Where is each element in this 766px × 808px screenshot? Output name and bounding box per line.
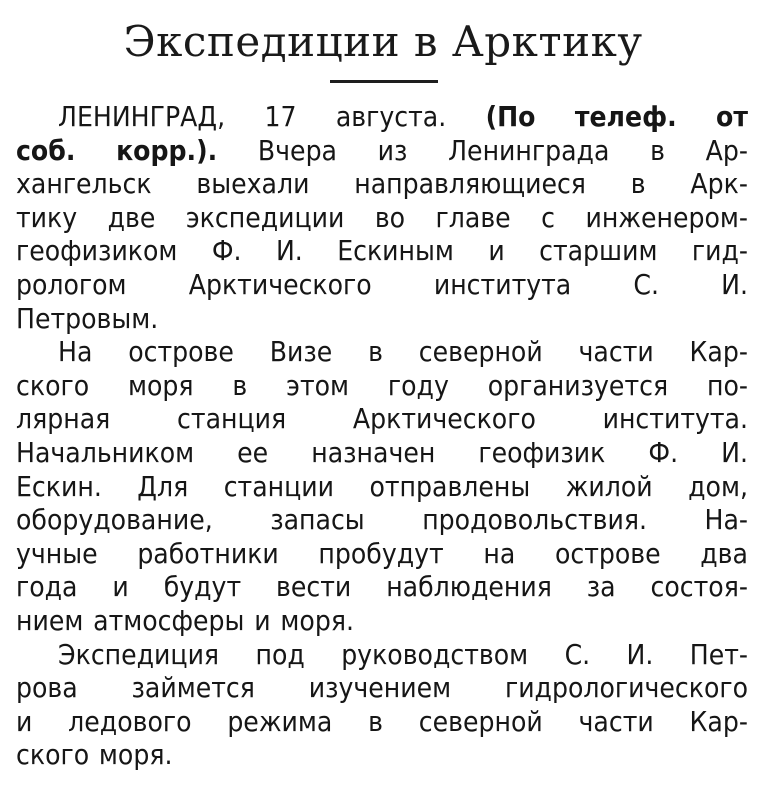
word: Ескин. <box>16 469 102 503</box>
word: займется <box>131 671 255 705</box>
word: института. <box>602 402 748 436</box>
word: ского <box>16 738 90 772</box>
word: экспедиции <box>185 200 345 234</box>
word: этом <box>286 368 350 402</box>
word: отправлены <box>369 469 531 503</box>
article-paragraph <box>0 638 766 772</box>
word: в <box>630 167 646 201</box>
word: И. <box>721 435 748 469</box>
word: направляющиеся <box>354 167 586 201</box>
word: геофизик <box>478 435 606 469</box>
word: 17 <box>264 100 297 133</box>
paragraph-line <box>0 570 766 604</box>
word: Арктического <box>188 267 372 301</box>
article-headline: Экспедиции в Арктику <box>123 17 643 66</box>
word: главе <box>435 200 511 234</box>
word: работники <box>137 536 279 570</box>
word: пробудут <box>318 536 444 570</box>
word: Экспедиция <box>58 637 220 671</box>
paragraph-line <box>0 100 766 134</box>
word: наблюдения <box>386 570 552 604</box>
word: Кар- <box>689 704 748 738</box>
paragraph-line <box>0 537 766 571</box>
word: инженером- <box>585 200 748 234</box>
word: организуется <box>487 368 669 402</box>
word: рова <box>16 671 78 705</box>
word: моря. <box>98 738 173 772</box>
word: Петровым. <box>16 301 159 335</box>
word: года <box>16 570 78 604</box>
paragraph-line <box>0 638 766 672</box>
word: станции <box>223 469 334 503</box>
word: в <box>368 704 383 738</box>
word: жилой <box>565 469 653 503</box>
word: режима <box>227 704 333 738</box>
word: в <box>650 133 665 167</box>
word: по- <box>706 368 748 402</box>
word: Кар- <box>689 335 748 369</box>
word: атмосферы <box>93 603 245 637</box>
word: части <box>578 704 654 738</box>
word: ледового <box>68 704 192 738</box>
word: и <box>16 704 33 738</box>
word: ее <box>237 435 269 469</box>
word: оборудование, <box>16 503 213 537</box>
word: в <box>232 368 248 402</box>
word: Ескиным <box>337 234 454 268</box>
word: нием <box>16 603 84 637</box>
word: И. <box>721 267 748 301</box>
word: Для <box>137 469 189 503</box>
word: северной <box>418 335 543 369</box>
word: году <box>387 368 449 402</box>
paragraph-line <box>0 234 766 268</box>
word: учные <box>16 536 98 570</box>
word: продовольствия. <box>422 503 647 537</box>
word: на <box>483 536 516 570</box>
word: дом, <box>688 469 748 503</box>
word: геофизиком <box>16 234 178 268</box>
word: из <box>377 133 408 167</box>
word: две <box>107 200 156 234</box>
word: Ленинграда <box>448 133 610 167</box>
word: моря <box>127 368 194 402</box>
word: под <box>255 637 305 671</box>
word: вести <box>276 570 352 604</box>
word: Ар- <box>705 133 748 167</box>
word: августа. <box>335 100 447 133</box>
word: будут <box>163 570 242 604</box>
paragraph-line <box>0 503 766 537</box>
word: соб. <box>16 133 76 167</box>
word: и <box>488 234 505 268</box>
word: и <box>254 603 271 637</box>
word: института <box>433 267 572 301</box>
paragraph-line <box>0 335 766 369</box>
paragraph-line <box>0 738 766 772</box>
word: корр.). <box>116 133 218 167</box>
word: изучением <box>308 671 452 705</box>
word: Вчера <box>257 133 337 167</box>
word: руководством <box>341 637 529 671</box>
word: Ф. <box>211 234 242 268</box>
word: Ф. <box>648 435 679 469</box>
word: старшим <box>539 234 658 268</box>
paragraph-line <box>0 302 766 336</box>
word: С. <box>633 267 659 301</box>
paragraph-line <box>0 402 766 436</box>
word: моря. <box>280 603 354 637</box>
word: Арк- <box>690 167 748 201</box>
word: запасы <box>270 503 365 537</box>
word: состоя- <box>650 570 748 604</box>
word: назначен <box>311 435 436 469</box>
word: хангельск <box>16 167 152 201</box>
paragraph-line <box>0 268 766 302</box>
article-paragraph <box>0 335 766 637</box>
word: гид- <box>691 234 748 268</box>
word: И. <box>626 637 654 671</box>
paragraph-line <box>0 470 766 504</box>
paragraph-line <box>0 671 766 705</box>
article-body <box>0 100 766 772</box>
word: северной <box>418 704 543 738</box>
word: два <box>700 536 748 570</box>
word: острове <box>128 335 234 369</box>
word: острове <box>554 536 661 570</box>
word: станция <box>177 402 287 436</box>
word: Визе <box>269 335 333 369</box>
word: ского <box>16 368 90 402</box>
word: выехали <box>196 167 310 201</box>
word: И. <box>275 234 303 268</box>
word: Начальником <box>16 435 195 469</box>
word: рологом <box>16 267 127 301</box>
paragraph-line <box>0 134 766 168</box>
word: с <box>541 200 555 234</box>
word: в <box>368 335 383 369</box>
word: (По <box>485 100 536 133</box>
word: На <box>58 335 93 369</box>
word: от <box>716 100 748 133</box>
paragraph-line <box>0 201 766 235</box>
word: во <box>374 200 406 234</box>
paragraph-line <box>0 167 766 201</box>
word: гидрологического <box>504 671 748 705</box>
word: телеф. <box>574 100 677 133</box>
paragraph-line <box>0 604 766 638</box>
article-paragraph <box>0 100 766 335</box>
word: ЛЕНИНГРАД, <box>58 100 226 133</box>
word: лярная <box>16 402 111 436</box>
word: части <box>578 335 654 369</box>
word: и <box>112 570 129 604</box>
headline-divider <box>330 80 438 83</box>
paragraph-line <box>0 369 766 403</box>
word: На- <box>704 503 748 537</box>
word: тику <box>16 200 78 234</box>
word: Пет- <box>689 637 748 671</box>
word: за <box>586 570 616 604</box>
paragraph-line <box>0 436 766 470</box>
word: Арктического <box>352 402 536 436</box>
word: С. <box>564 637 591 671</box>
paragraph-line <box>0 705 766 739</box>
